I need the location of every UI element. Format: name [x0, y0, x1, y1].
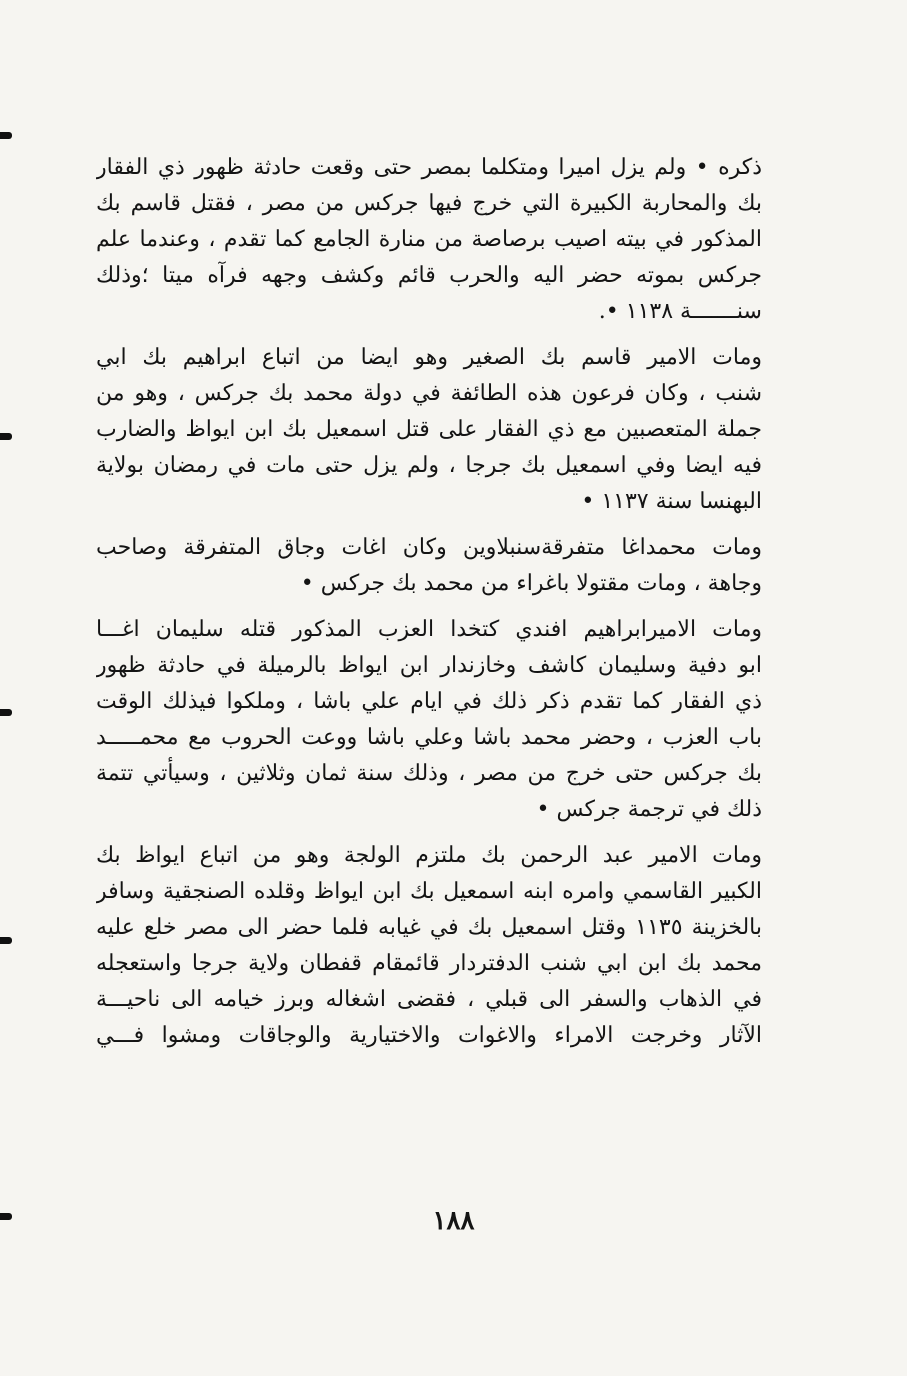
margin-mark [0, 132, 12, 139]
text-line: المذكور في بيته اصيب برصاصة من منارة الجامع كما تقدم ، وعندما علم [96, 227, 762, 252]
text-line: الكبير القاسمي وامره ابنه اسمعيل بك ابن ايواظ وقلده الصنجقية وسافر [96, 879, 762, 904]
text-line: ومات الامير عبد الرحمن بك ملتزم الولجة وهو من اتباع ايواظ بك [96, 843, 762, 868]
text-line: سنـــــــة ١١٣٨ •. [598, 299, 762, 324]
paragraph [96, 838, 762, 1054]
paragraph [96, 612, 762, 828]
text-line: بك جركس حتى خرج من مصر ، وذلك سنة ثمان وثلاثين ، وسيأتي تتمة [96, 761, 762, 786]
paragraph [96, 340, 762, 520]
text-line: جملة المتعصبين مع ذي الفقار على قتل اسمعيل بك ابن ايواظ والضارب [96, 417, 762, 442]
text-line: باب العزب ، وحضر محمد باشا وعلي باشا ووعت الحروب مع محمـــــد [96, 725, 762, 750]
body-text [96, 150, 762, 1054]
text-line: ومات الاميرابراهيم افندي كتخدا العزب المذكور قتله سليمان اغـــا [96, 617, 762, 642]
text-line: الآثار وخرجت الامراء والاغوات والاختيارية والوجاقات ومشوا فـــي [96, 1023, 762, 1048]
text-line: محمد بك ابن ابي شنب الدفتردار قائمقام قفطان ولاية جرجا واستعجله [96, 951, 762, 976]
text-line: بالخزينة ١١٣٥ وقتل اسمعيل بك في غيابه فلما حضر الى مصر خلع عليه [96, 915, 762, 940]
text-line: ومات محمداغا متفرقةسنبلاوين وكان اغات وجاق المتفرقة وصاحب [96, 535, 762, 560]
text-line: ابو دفية وسليمان كاشف وخازندار ابن ايواظ بالرميلة في حادثة ظهور [96, 653, 762, 678]
text-line: ذي الفقار كما تقدم ذكر ذلك في ايام علي باشا ، وملكوا فيذلك الوقت [96, 689, 762, 714]
text-line: جركس بموته حضر اليه والحرب قائم وكشف وجهه فرآه ميتا ؛وذلك [96, 263, 762, 288]
text-line: ذكره • ولم يزل اميرا ومتكلما بمصر حتى وقعت حادثة ظهور ذي الفقار [96, 155, 762, 180]
margin-mark [0, 433, 12, 440]
text-line: ذلك في ترجمة جركس • [536, 797, 762, 822]
text-line: فيه ايضا وفي اسمعيل بك جرجا ، ولم يزل حتى مات في رمضان بولاية [96, 453, 762, 478]
margin-mark [0, 709, 12, 716]
text-line: ومات الامير قاسم بك الصغير وهو ايضا من اتباع ابراهيم بك ابي [96, 345, 762, 370]
text-line: البهنسا سنة ١١٣٧ • [581, 489, 762, 514]
text-line: وجاهة ، ومات مقتولا باغراء من محمد بك جركس • [300, 571, 762, 596]
paragraph [96, 530, 762, 602]
margin-mark [0, 937, 12, 944]
paragraph [96, 150, 762, 330]
page-number: ١٨٨ [432, 1206, 475, 1236]
text-line: في الذهاب والسفر الى قبلي ، فقضى اشغاله وبرز خيامه الى ناحيـــة [96, 987, 762, 1012]
text-line: شنب ، وكان فرعون هذه الطائفة في دولة محمد بك جركس ، وهو من [96, 381, 762, 406]
text-line: بك والمحاربة الكبيرة التي خرج فيها جركس من مصر ، فقتل قاسم بك [96, 191, 762, 216]
